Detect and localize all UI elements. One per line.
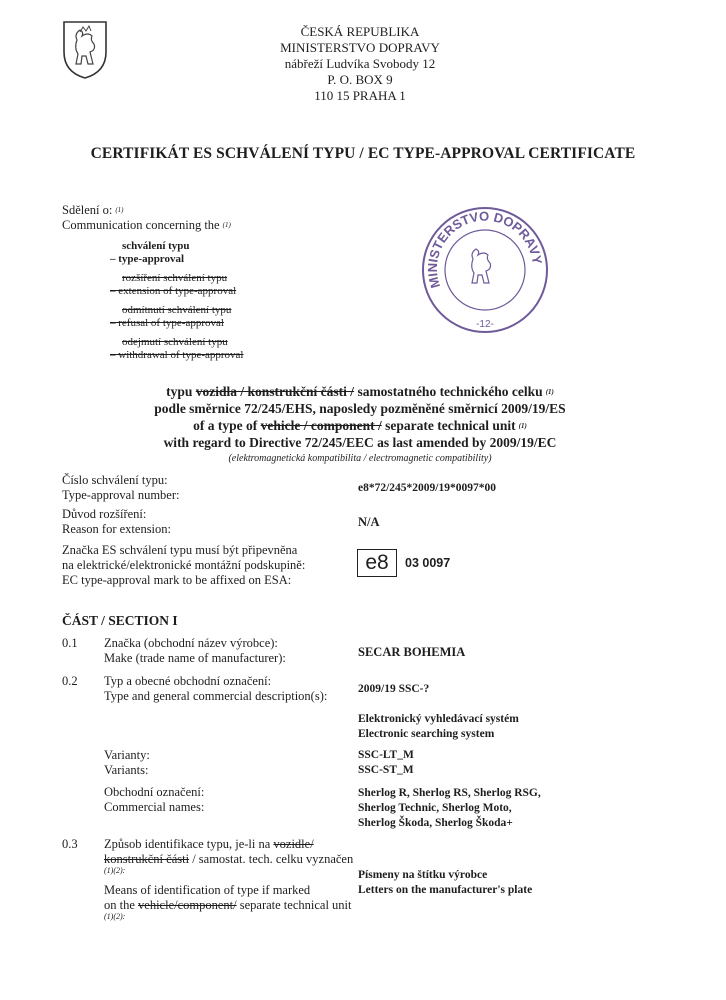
type-line-cz: typu vozidla / konstrukční části / samostatného technického celku $^{(1)}$ bbox=[166, 384, 554, 399]
item-0-1-number: 0.1 bbox=[62, 636, 78, 650]
variants-label-cz: Varianty: bbox=[104, 748, 150, 762]
mark-label-cz2: na elektrické/elektronické montážní podskupině: bbox=[62, 558, 306, 572]
mark-label-cz1: Značka ES schválení typu musí být připevněna bbox=[62, 543, 298, 557]
directive-line-cz: podle směrnice 72/245/EHS, naposledy pozměněné směrnicí 2009/19/ES bbox=[154, 401, 566, 416]
type-line-en: of a type of vehicle / component / separate technical unit $^{(1)}$ bbox=[193, 418, 527, 433]
item-0-1-value: SECAR BOHEMIA bbox=[358, 645, 466, 659]
item-0-3-value-en: Letters on the manufacturer's plate bbox=[358, 884, 533, 896]
approval-mark-number: 03 0097 bbox=[405, 556, 451, 570]
item-0-2-label-cz: Typ a obecné obchodní označení: bbox=[104, 674, 272, 688]
variant-1: SSC-LT_M bbox=[358, 749, 414, 761]
option-extension-en: – extension of type-approval bbox=[110, 285, 237, 297]
description-en: Electronic searching system bbox=[358, 728, 495, 740]
item-0-3-footnote-en: (1)(2): bbox=[104, 912, 126, 921]
approval-number-value: e8*72/245*2009/19*0097*00 bbox=[358, 482, 496, 494]
stamp-text: MINISTERSTVO DOPRAVY bbox=[424, 208, 545, 290]
option-type-approval-cz: schválení typu bbox=[122, 240, 190, 252]
approval-number-label-cz: Číslo schválení typu: bbox=[62, 473, 168, 487]
item-0-3-label-en-line1: Means of identification of type if marked bbox=[104, 883, 311, 897]
item-0-3-footnote-cz: (1)(2): bbox=[104, 866, 126, 875]
svg-text:MINISTERSTVO DOPRAVY bbox=[425, 209, 545, 290]
commercial-names-line-3: Sherlog Škoda, Sherlog Škoda+ bbox=[358, 817, 513, 829]
item-0-2-number: 0.2 bbox=[62, 674, 78, 688]
item-0-1-label-cz: Značka (obchodní název výrobce): bbox=[104, 636, 278, 650]
item-0-3-number: 0.3 bbox=[62, 837, 78, 851]
option-extension-cz: rozšíření schválení typu bbox=[122, 272, 228, 284]
header-line-country: ČESKÁ REPUBLIKA bbox=[300, 24, 420, 39]
commercial-label-cz: Obchodní označení: bbox=[104, 785, 205, 799]
directive-line-en: with regard to Directive 72/245/EEC as last amended by 2009/19/EC bbox=[163, 435, 557, 450]
item-0-3-label-cz-line1: Způsob identifikace typu, je-li na vozidle/ bbox=[104, 837, 314, 851]
commercial-label-en: Commercial names: bbox=[104, 800, 205, 814]
stamp-number: -12- bbox=[476, 319, 494, 330]
option-refusal-en: – refusal of type-approval bbox=[110, 317, 224, 329]
option-withdrawal-cz: odejmutí schválení typu bbox=[122, 336, 228, 348]
item-0-2-value: 2009/19 SSC-? bbox=[358, 683, 430, 695]
reason-value: N/A bbox=[358, 515, 380, 529]
option-refusal-cz: odmítnutí schválení typu bbox=[122, 304, 232, 316]
header-line-street: nábřeží Ludvíka Svobody 12 bbox=[284, 56, 436, 71]
commercial-names-line-1: Sherlog R, Sherlog RS, Sherlog RSG, bbox=[358, 787, 541, 799]
header-line-pobox: P. O. BOX 9 bbox=[327, 72, 393, 87]
header-line-ministry: MINISTERSTVO DOPRAVY bbox=[280, 40, 440, 55]
reason-label-cz: Důvod rozšíření: bbox=[62, 507, 147, 521]
header-line-city: 110 15 PRAHA 1 bbox=[314, 88, 406, 103]
emc-subtitle: (elektromagnetická kompatibilita / electromagnetic compatibility) bbox=[228, 453, 492, 464]
communication-label-cz: Sdělení o: $^{(1)}$ bbox=[62, 203, 124, 217]
mark-label-en: EC type-approval mark to be affixed on ESA: bbox=[62, 573, 292, 587]
option-withdrawal-en: – withdrawal of type-approval bbox=[110, 349, 244, 361]
coat-of-arms-logo bbox=[60, 18, 110, 80]
approval-mark-box: e8 bbox=[357, 549, 397, 577]
item-0-3-value-cz: Písmeny na štítku výrobce bbox=[358, 869, 488, 881]
description-cz: Elektronický vyhledávací systém bbox=[358, 713, 519, 725]
ministry-stamp bbox=[420, 205, 550, 335]
commercial-names-line-2: Sherlog Technic, Sherlog Moto, bbox=[358, 802, 512, 814]
reason-label-en: Reason for extension: bbox=[62, 522, 172, 536]
section-heading: ČÁST / SECTION I bbox=[62, 613, 178, 628]
communication-label-en: Communication concerning the $^{(1)}$ bbox=[62, 218, 231, 232]
item-0-2-label-en: Type and general commercial description(s): bbox=[104, 689, 328, 703]
certificate-title: CERTIFIKÁT ES SCHVÁLENÍ TYPU / EC TYPE-APPROVAL CERTIFICATE bbox=[90, 145, 636, 162]
item-0-1-label-en: Make (trade name of manufacturer): bbox=[104, 651, 286, 665]
approval-number-label-en: Type-approval number: bbox=[62, 488, 180, 502]
option-type-approval-en: – type-approval bbox=[110, 253, 185, 265]
variants-label-en: Variants: bbox=[104, 763, 149, 777]
variant-2: SSC-ST_M bbox=[358, 764, 414, 776]
item-0-3-label-en-line2: on the vehicle/component/ separate technical unit bbox=[104, 898, 352, 912]
item-0-3-label-cz-line2: konstrukční části / samostat. tech. celku vyznačen bbox=[104, 852, 354, 866]
